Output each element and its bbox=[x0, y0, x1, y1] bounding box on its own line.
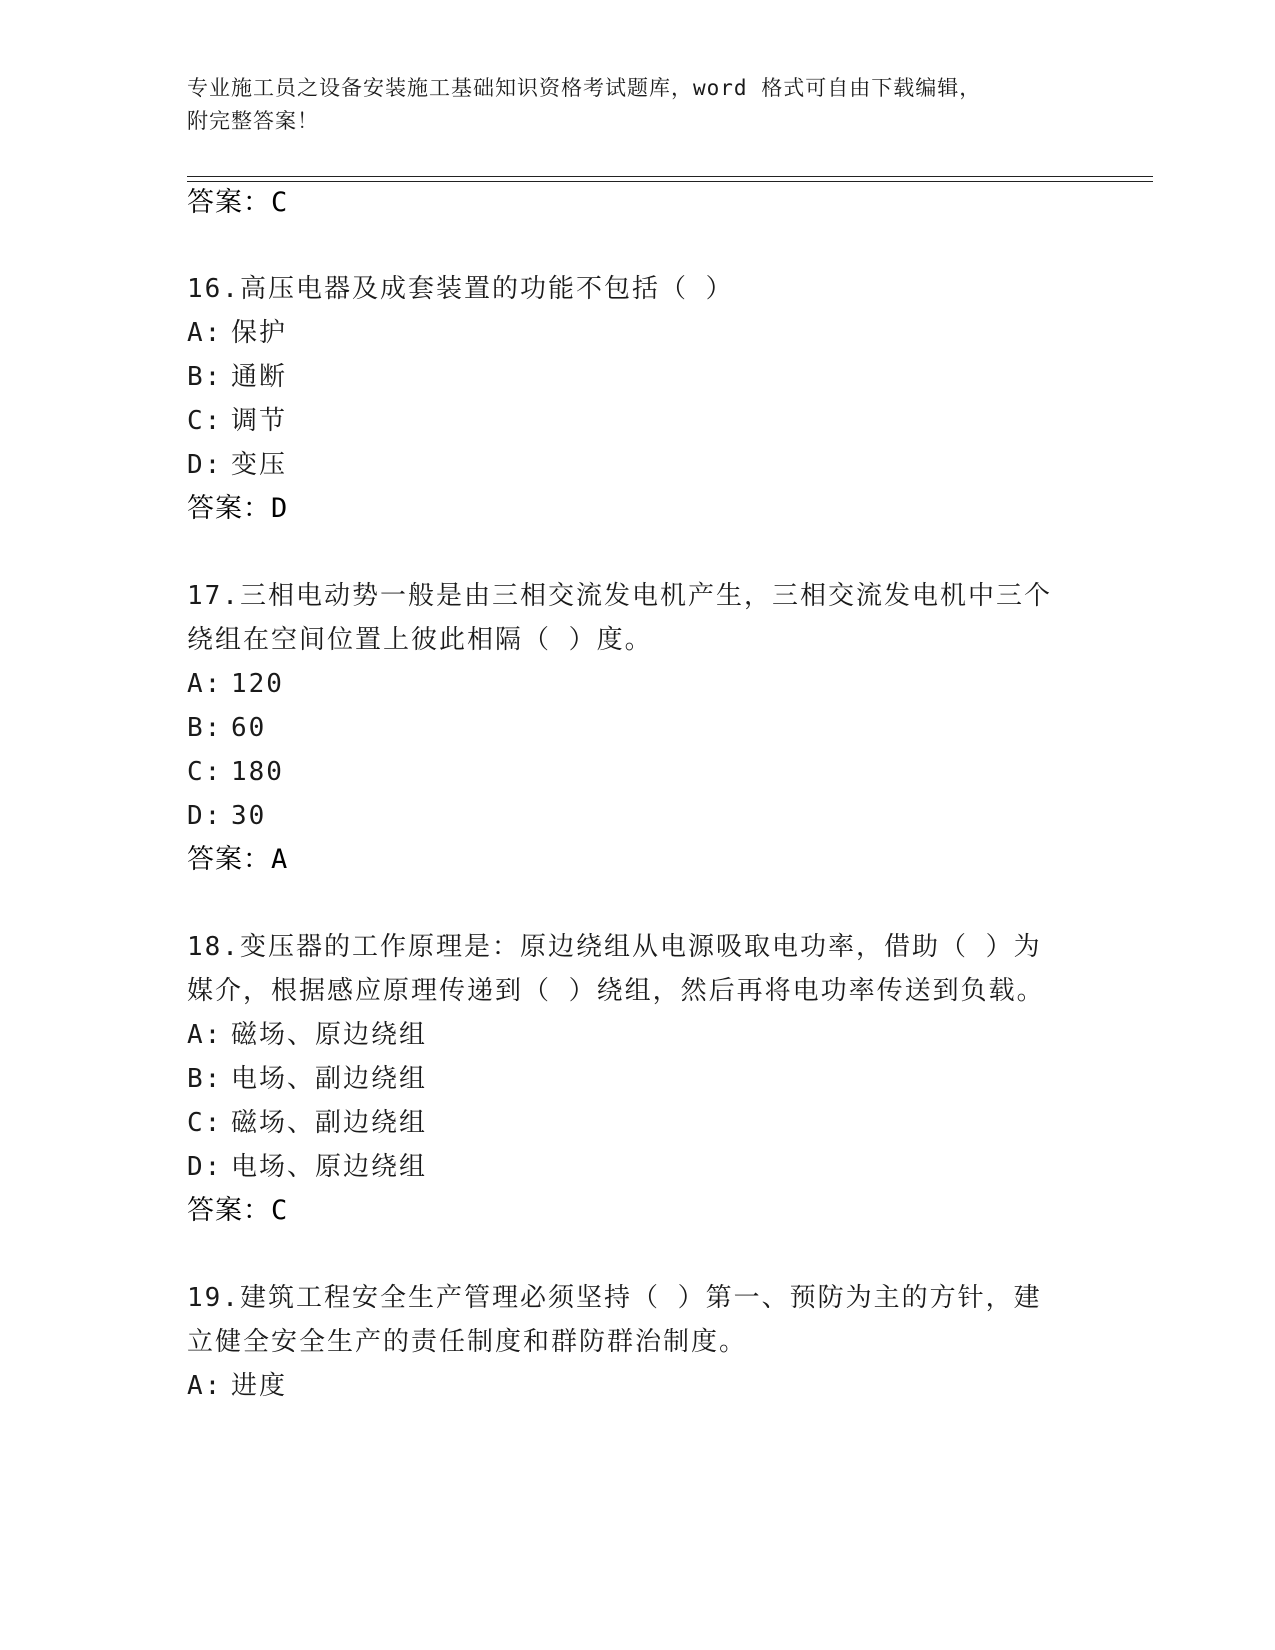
question-17-option-c bbox=[187, 757, 284, 787]
header-line-1: 专业施工员之设备安装施工基础知识资格考试题库，word 格式可自由下载编辑， bbox=[187, 76, 982, 100]
question-19-option-a bbox=[187, 1371, 287, 1401]
option-text: 60 bbox=[231, 713, 267, 743]
option-key: D: bbox=[187, 801, 223, 831]
question-17-option-b bbox=[187, 713, 266, 743]
answer-label: 答案： bbox=[187, 493, 271, 524]
option-key: A: bbox=[187, 1371, 223, 1401]
answer-18 bbox=[187, 1196, 288, 1226]
question-18-option-b bbox=[187, 1064, 427, 1094]
question-17-option-a bbox=[187, 669, 284, 699]
question-18-option-a bbox=[187, 1020, 427, 1050]
question-16-option-c bbox=[187, 406, 287, 436]
answer-label: 答案： bbox=[187, 1195, 271, 1226]
answer-value: C bbox=[271, 187, 289, 218]
answer-17 bbox=[187, 845, 288, 875]
question-16-stem: 16.高压电器及成套装置的功能不包括（ ） bbox=[187, 274, 734, 304]
option-text: 120 bbox=[231, 669, 284, 699]
question-16-option-a bbox=[187, 318, 287, 348]
document-header bbox=[187, 72, 1067, 138]
option-key: C: bbox=[187, 757, 223, 787]
option-text: 电场、原边绕组 bbox=[231, 1152, 428, 1182]
question-18-option-d bbox=[187, 1152, 427, 1182]
option-key: D: bbox=[187, 450, 223, 480]
question-16-option-d bbox=[187, 450, 287, 480]
option-key: C: bbox=[187, 1108, 223, 1138]
question-17-stem-line-2: 绕组在空间位置上彼此相隔（ ）度。 bbox=[187, 625, 653, 655]
option-text: 变压 bbox=[231, 450, 288, 480]
answer-value: D bbox=[271, 493, 289, 524]
answer-value: A bbox=[271, 844, 289, 875]
question-17-stem-line-1: 17.三相电动势一般是由三相交流发电机产生，三相交流发电机中三个 bbox=[187, 581, 1052, 611]
answer-label: 答案： bbox=[187, 187, 271, 218]
answer-value: C bbox=[271, 1195, 289, 1226]
answer-15 bbox=[187, 188, 288, 218]
answer-label: 答案： bbox=[187, 844, 271, 875]
option-text: 30 bbox=[231, 801, 267, 831]
question-18-stem-line-2: 媒介，根据感应原理传递到（ ）绕组，然后再将电功率传送到负载。 bbox=[187, 976, 1045, 1006]
option-text: 磁场、副边绕组 bbox=[231, 1108, 428, 1138]
question-19-stem-line-1: 19.建筑工程安全生产管理必须坚持（ ）第一、预防为主的方针，建 bbox=[187, 1283, 1042, 1313]
answer-16 bbox=[187, 494, 288, 524]
option-key: B: bbox=[187, 1064, 223, 1094]
option-text: 通断 bbox=[231, 362, 288, 392]
option-text: 磁场、原边绕组 bbox=[231, 1020, 428, 1050]
option-text: 保护 bbox=[231, 318, 288, 348]
option-key: B: bbox=[187, 713, 223, 743]
option-key: B: bbox=[187, 362, 223, 392]
question-17-option-d bbox=[187, 801, 266, 831]
option-key: A: bbox=[187, 318, 223, 348]
option-key: A: bbox=[187, 1020, 223, 1050]
option-key: C: bbox=[187, 406, 223, 436]
option-key: D: bbox=[187, 1152, 223, 1182]
option-text: 调节 bbox=[231, 406, 288, 436]
header-line-2: 附完整答案！ bbox=[187, 109, 319, 133]
question-18-stem-line-1: 18.变压器的工作原理是：原边绕组从电源吸取电功率，借助（ ）为 bbox=[187, 932, 1042, 962]
question-18-option-c bbox=[187, 1108, 427, 1138]
option-key: A: bbox=[187, 669, 223, 699]
option-text: 电场、副边绕组 bbox=[231, 1064, 428, 1094]
question-16-option-b bbox=[187, 362, 287, 392]
option-text: 进度 bbox=[231, 1371, 288, 1401]
option-text: 180 bbox=[231, 757, 284, 787]
header-rule-bottom bbox=[187, 181, 1153, 182]
header-rule-top bbox=[187, 176, 1153, 177]
question-19-stem-line-2: 立健全安全生产的责任制度和群防群治制度。 bbox=[187, 1327, 748, 1357]
